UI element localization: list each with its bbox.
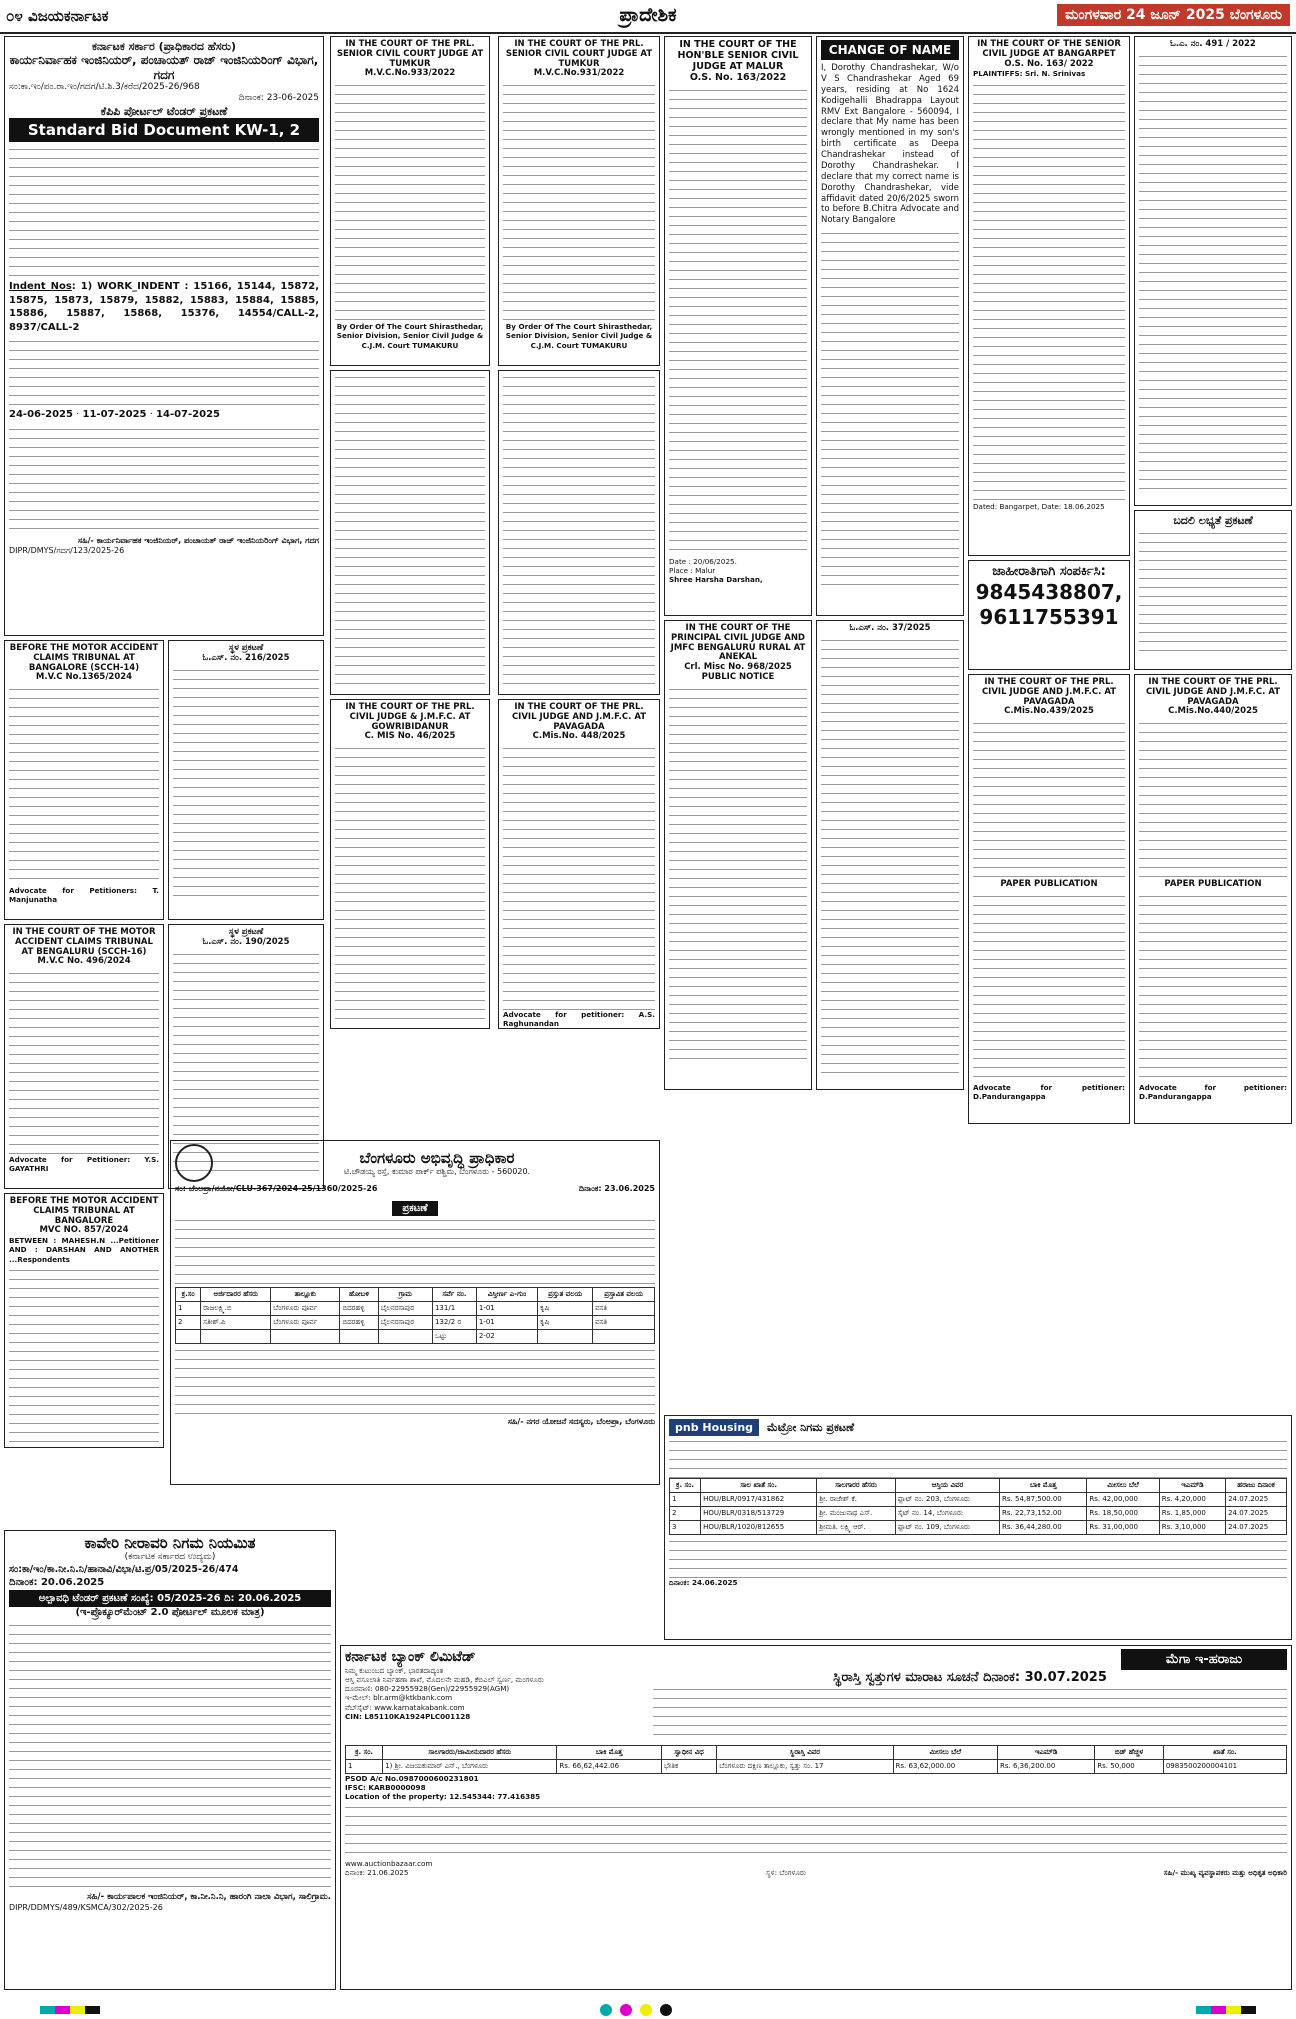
pavagada3-body [503, 745, 655, 1010]
cauvery-date: ದಿನಾಂಕ: 20.06.2025 [9, 1577, 105, 1589]
kn-notice-below-change [821, 230, 959, 590]
pnb-table-cell: ಶ್ರೀ. ರಾಜೇಶ್ ಕೆ. [817, 1493, 895, 1507]
kn3-body [1139, 53, 1287, 493]
bda-table-cell: ಬೈಲನರಸಾಪುರ [378, 1302, 432, 1316]
kn5-case-no: ಓ.ಎಸ್. ನಂ. 37/2025 [849, 623, 931, 633]
column-e [1134, 36, 1292, 1136]
karnataka-bank-notice [340, 1645, 1292, 1990]
tender-body-text-3 [9, 426, 319, 536]
indent-values: : 1) WORK_INDENT : 15166, 15144, 15872, 15875, 15873, 15879, 15882, 15883, 15884, 15885, 15886, 15887, 15868, 15376, 14554/CALL-2, 8937/CALL-2 [9, 281, 319, 333]
tender-notice [4, 36, 324, 636]
bda-table-header: ತಾಲ್ಲೂಕು [271, 1288, 340, 1302]
pnb-date: ದಿನಾಂಕ: 24.06.2025 [669, 1578, 738, 1587]
tender-doc-banner: Standard Bid Document KW-1, 2 [9, 118, 319, 142]
ktk-table-cell: 1) ಶ್ರೀ. ವಿಜಯಕುಮಾರ್ ಎನ್., ಬೆಂಗಳೂರು [383, 1759, 557, 1773]
ktk-table-header: ಮೀಸಲು ಬೆಲೆ [893, 1745, 997, 1759]
tender-dipr: DIPR/DMYS/ಗದಗ/123/2025-26 [9, 545, 125, 555]
pnb-table-cell: HOU/BLR/0917/431862 [701, 1493, 817, 1507]
tumkur2-body [503, 82, 655, 322]
section-title: ಪ್ರಾದೇಶಿಕ [619, 4, 677, 26]
cauvery-notice: ಅಲ್ಪಾವಧಿ ಟೆಂಡರ್ ಪ್ರಕಟಣೆ ಸಂಖ್ಯೆ: 05/2025-26 ದಿ: 20.06.2025 [9, 1590, 331, 1607]
bda-table-cell [176, 1330, 201, 1344]
classified-title: ಜಾಹೀರಾತಿಗಾಗಿ ಸಂಪರ್ಕಿಸಿ: [992, 564, 1106, 579]
bda-header [175, 1144, 655, 1182]
ktk-table-cell: ಬೆಂಗಳೂರು ದಕ್ಷಿಣ ತಾಲ್ಲೂಕು, ಸ್ವತ್ತು ಸಂ. 17 [717, 1759, 893, 1773]
table-row [670, 1507, 1287, 1521]
tender-ref: ಸಂ:ಕಾ.ಇಂ/ಪಂ.ರಾ.ಇಂ/ಗದಗ/ಟಿ.ಶಿ.3/ಕರೆದ/2025-26/968 [9, 81, 200, 92]
table-row [176, 1302, 655, 1316]
bda-table-cell: 131/1 [432, 1302, 476, 1316]
bda-table-cell: 132/2 ರ [432, 1316, 476, 1330]
change-of-name [816, 36, 964, 616]
tender-signature: ಸಹಿ/- ಕಾರ್ಯನಿರ್ವಾಹಕ ಇಂಜಿನಿಯರ್, ಪಂಚಾಯತ್ ರಾಜ್ ಇಂಜಿನಿಯರಿಂಗ್ ವಿಭಾಗ, ಗದಗ [77, 535, 319, 545]
bda-signature: ಸಹಿ/- ನಗರ ಯೋಜನೆ ಸದಸ್ಯರು, ಬೆಂಅಪ್ರಾ, ಬೆಂಗಳೂರು [507, 1417, 655, 1426]
bangarpet-case-no: O.S. No. 163/ 2022 [1004, 58, 1094, 69]
anekal-notice [664, 620, 812, 1090]
pnb-table-cell: Rs. 31,00,000 [1087, 1521, 1159, 1535]
kn3-case-no: ಓ.ಎ. ನಂ. 491 / 2022 [1170, 39, 1256, 49]
bangarpet-notice [968, 36, 1130, 556]
mact-notice-2 [4, 924, 164, 1189]
kn4-title: ಬದಲಿ ಲಭ್ಯತೆ ಪ್ರಕಟಣೆ [1173, 514, 1253, 527]
bda-ref-row [175, 1184, 655, 1194]
bda-table-header: ಪ್ರಸ್ತಾವಿತ ವಲಯ [593, 1288, 655, 1302]
bda-table-header: ವಿಸ್ತೀರ್ಣ ಎ-ಗುಂ [476, 1288, 537, 1302]
table-row [670, 1493, 1287, 1507]
pnb-header [669, 1419, 1287, 1436]
malur-case-no: O.S. No. 163/2022 [689, 71, 787, 83]
gowribidanur-body [335, 745, 485, 1025]
ktk-table-header: ಬಿಡ್ ಹೆಚ್ಚಳ [1095, 1745, 1164, 1759]
tumkur1-case-no: M.V.C.No.933/2022 [364, 68, 456, 79]
pavagada3-heading: IN THE COURT OF THE PRL. CIVIL JUDGE AND J.M.F.C. AT PAVAGADA [511, 702, 647, 732]
color-bar-left [40, 2006, 100, 2014]
bda-table-cell [593, 1330, 655, 1344]
cauvery-title: ಕಾವೇರಿ ನೀರಾವರಿ ನಿಗಮ ನಿಯಮಿತ [84, 1534, 256, 1552]
mact-notice-3 [4, 1193, 164, 1448]
ktk-branch-acct: PSOD A/c No.0987000600231801 [345, 1773, 479, 1783]
pnb-table-cell: Rs. 42,00,000 [1087, 1493, 1159, 1507]
bda-body [175, 1217, 655, 1287]
pnb-table-cell: 24.07.2025 [1226, 1521, 1287, 1535]
bangarpet-date: Dated: Bangarpet, Date: 18.06.2025 [973, 501, 1105, 511]
ktk-table-header: ಇಎಮ್‌ಡಿ [998, 1745, 1095, 1759]
bda-table-cell [340, 1330, 378, 1344]
mact3-heading: BEFORE THE MOTOR ACCIDENT CLAIMS TRIBUNAL AT BANGALORE [9, 1196, 159, 1226]
mact3-case-no: MVC NO. 857/2024 [39, 1225, 129, 1236]
mact1-case-no: M.V.C No.1365/2024 [35, 672, 133, 683]
ktk-table-header: ಖಾತೆ ಸಂ. [1163, 1745, 1286, 1759]
page-number-brand: ೦೪ ವಿಜಯಕರ್ನಾಟಕ [6, 7, 109, 25]
pnb-table-cell: Rs. 4,20,000 [1159, 1493, 1225, 1507]
reg-mark-magenta [620, 2004, 632, 2016]
bda-table-cell: ವಸತಿ [593, 1302, 655, 1316]
cauvery-tender [4, 1530, 336, 1990]
bda-table-header: ಹೋಬಳಿ [340, 1288, 378, 1302]
pavagada1-body-2 [973, 893, 1125, 1083]
bda-table-cell: 2 [176, 1316, 201, 1330]
pavagada3-case-no: C.Mis.No. 448/2025 [532, 731, 626, 742]
ktk-email[interactable]: ಇ-ಮೇಲ್: blr.arm@ktkbank.com [345, 1693, 453, 1703]
kn4-body [1139, 530, 1287, 655]
pnb-logo: pnb Housing [669, 1419, 759, 1436]
pnb-table-cell: HOU/BLR/1020/812655 [701, 1521, 817, 1535]
masthead [0, 0, 1296, 34]
bda-table-header: ಸರ್ವೆ ನಂ. [432, 1288, 476, 1302]
bda-emblem-icon [175, 1144, 213, 1182]
malur-heading: IN THE COURT OF THE HON'BLE SENIOR CIVIL JUDGE AT MALUR [677, 39, 799, 72]
bda-table-cell: 1-01 [476, 1316, 537, 1330]
pnb-table-header: ಇಎಮ್‌ಡಿ [1159, 1479, 1225, 1493]
tender-body-text-2 [9, 338, 319, 408]
ktk-terms [345, 1804, 1287, 1859]
ktk-table-header: ಸ್ಥಿರಾಸ್ತಿ ವಿವರ [717, 1745, 893, 1759]
tender-notice-title: ಕೆಪಿಪಿ ಪೋರ್ಟಲ್ ಟೆಂಡರ್ ಪ್ರಕಟಣೆ [100, 105, 228, 118]
pnb-table-cell: Rs. 3,10,000 [1159, 1521, 1225, 1535]
ktk-intro [653, 1686, 1287, 1741]
column-b [330, 36, 660, 1136]
bangarpet-plaintiff: PLAINTIFFS: Sri. N. Srinivas [973, 69, 1086, 79]
pnb-housing-notice [664, 1415, 1292, 1640]
pavagada1-case-no: C.Mis.No.439/2025 [1004, 706, 1094, 717]
pavagada3-advocate: Advocate for petitioner: A.S. Raghunandan [503, 1010, 655, 1029]
pavagada1-publication: PAPER PUBLICATION [1000, 879, 1098, 890]
anekal-body [669, 686, 807, 1066]
bda-table-cell [378, 1330, 432, 1344]
classified-contact [968, 560, 1130, 670]
ktk-table-cell: Rs. 50,000 [1095, 1759, 1164, 1773]
bangarpet-heading: IN THE COURT OF THE SENIOR CIVIL JUDGE AT BANGARPET [977, 39, 1121, 59]
reg-mark-yellow [640, 2004, 652, 2016]
change-of-name-text: I, Dorothy Chandrashekar, W/o V S Chandrashekar Aged 69 years, residing at No 1624 Kodigehalli Bhadrappa Layout RMV Ext Bangalore - 560094, I declare that My name has been wrongly mentioned in my son's birth certificate as Deepa Chandrashekar instead of Dorothy Chandrashekar. I declare that my correct name is Dorothy Chandrashekar, vide affidavit dated 20/6/2025 sworn to before B.Chitra Advocate and Notary Bangalore [821, 63, 959, 226]
bda-table-cell: ಕೃಷಿ [538, 1316, 593, 1330]
ktk-table-cell: 1 [346, 1759, 383, 1773]
kn-court2-body [503, 374, 655, 689]
bda-table-header: ಕ್ರ.ಸಂ [176, 1288, 201, 1302]
pavagada1-body [973, 720, 1125, 880]
gowribidanur-heading: IN THE COURT OF THE PRL. CIVIL JUDGE & J.M.F.C. AT GOWRIBIDANUR [345, 702, 475, 732]
column-c [664, 36, 964, 1136]
bda-address: ಟಿ.ಚೌಡಯ್ಯ ರಸ್ತೆ, ಕುಮಾರ ಪಾರ್ಕ್ ಪಶ್ಚಿಮ, ಬೆಂಗಳೂರು - 560020. [343, 1166, 531, 1176]
bda-date: ದಿನಾಂಕ: 23.06.2025 [578, 1184, 655, 1193]
ktk-name: ಕರ್ನಾಟಕ ಬ್ಯಾಂಕ್ ಲಿಮಿಟೆಡ್ [345, 1649, 476, 1665]
bangarpet-body [973, 82, 1125, 502]
kn-notice-1 [168, 640, 324, 920]
pnb-table-cell: Rs. 54,87,500.00 [1000, 1493, 1087, 1507]
ktk-signature: ಸಹಿ/- ಮುಖ್ಯ ವ್ಯವಸ್ಥಾಪಕರು ಮತ್ತು ಅಧಿಕೃತ ಅಧಿಕಾರಿ [1163, 1868, 1287, 1878]
tumkur1-body [335, 82, 485, 322]
bda-table-cell: ಬೈಲನರಸಾಪುರ [378, 1316, 432, 1330]
anekal-public-notice: PUBLIC NOTICE [701, 671, 775, 682]
bda-table-cell: 2-02 [476, 1330, 537, 1344]
bda-table-cell: ಬೆಂಗಳೂರು ಪೂರ್ವ [271, 1302, 340, 1316]
ktk-auction-url[interactable]: www.auctionbazaar.com [345, 1859, 433, 1869]
pavagada2-case-no: C.Mis.No.440/2025 [1168, 706, 1258, 717]
classified-phone-1[interactable]: 9845438807, [975, 579, 1123, 604]
mact2-heading: IN THE COURT OF THE MOTOR ACCIDENT CLAIMS TRIBUNAL AT BENGALURU (SCCH-16) [12, 927, 156, 957]
bda-body-2 [175, 1347, 655, 1417]
ktk-place: ಸ್ಥಳ: ಬೆಂಗಳೂರು [766, 1868, 807, 1878]
classified-phone-2[interactable]: 9611755391 [979, 604, 1119, 629]
kn-notice-5 [816, 620, 964, 1090]
tender-dept: ಕರ್ನಾಟಕ ಸರ್ಕಾರ (ಪ್ರಾಧಿಕಾರದ ಹೆಸರು) [91, 40, 237, 53]
column-d [968, 36, 1130, 1136]
kn2-title: ಸ್ಥಳ ಪ್ರಕಟಣೆ [228, 927, 264, 937]
bda-table-cell: ರಾಜಲಕ್ಷ್ಮಿ.ಬಿ [201, 1302, 271, 1316]
mact2-case-no: M.V.C No. 496/2024 [37, 956, 131, 967]
ktk-table-cell: Rs. 66,62,442.06 [557, 1759, 661, 1773]
pavagada2-body-2 [1139, 893, 1287, 1083]
reg-mark-black [660, 2004, 672, 2016]
tumkur1-heading: IN THE COURT OF THE PRL. SENIOR CIVIL COURT JUDGE AT TUMKUR [336, 39, 484, 69]
pnb-table-header: ಬಾಕಿ ಮೊತ್ತ [1000, 1479, 1087, 1493]
pavagada1-heading: IN THE COURT OF THE PRL. CIVIL JUDGE AND J.M.F.C. AT PAVAGADA [981, 677, 1117, 707]
ktk-office: ಆಸ್ತಿ ವಸೂಲಾತಿ ನಿರ್ವಹಣಾ ಶಾಖೆ, ಮೊದಲನೇ ಮಹಡಿ, ಕೆಬಿಎಲ್ ಸ್ವರ್ಣ, ಮಂಗಳೂರು [345, 1675, 544, 1685]
tender-body-text [9, 146, 319, 276]
cauvery-dipr: DIPR/DDMYS/489/KSMCA/302/2025-26 [9, 1902, 163, 1912]
tender-date-3: 14-07-2025 [156, 409, 220, 421]
pnb-table-cell: Rs. 36,44,280.00 [1000, 1521, 1087, 1535]
bda-table-cell [271, 1330, 340, 1344]
pnb-table-cell: HOU/BLR/0318/513729 [701, 1507, 817, 1521]
bda-notice [170, 1140, 660, 1485]
ktk-header [345, 1649, 1287, 1741]
pnb-table-cell: 24.07.2025 [1226, 1493, 1287, 1507]
change-of-name-title: CHANGE OF NAME [821, 40, 959, 60]
cauvery-body [9, 1622, 331, 1892]
bda-ref: ಸಂ: ಬೆಂಅಪ್ರಾ/ನಯೋ/CLU-367/2024-25/1360/2025-26 [175, 1184, 378, 1193]
bda-table-cell: ಕೃಷಿ [538, 1302, 593, 1316]
table-row [670, 1521, 1287, 1535]
tender-dates: 24-06-2025 · 11-07-2025 · 14-07-2025 [9, 409, 220, 421]
pavagada2-body [1139, 720, 1287, 880]
mact1-heading: BEFORE THE MOTOR ACCIDENT CLAIMS TRIBUNAL AT BANGALORE (SCCH-14) [9, 643, 159, 673]
mact-notice-1 [4, 640, 164, 920]
pnb-table-header: ಸಾಲಗಾರರ ಹೆಸರು [817, 1479, 895, 1493]
ktk-table-cell: Rs. 63,62,000.00 [893, 1759, 997, 1773]
kn-court1-body [335, 374, 485, 689]
pnb-table-header: ಕ್ರ. ಸಂ. [670, 1479, 701, 1493]
mact1-advocate: Advocate for Petitioners: T. Manjunatha [9, 886, 159, 905]
pnb-table-cell: ಶ್ರೀ. ಮಂಜುನಾಥ ಎಸ್. [817, 1507, 895, 1521]
tumkur2-heading: IN THE COURT OF THE PRL. SENIOR CIVIL COURT JUDGE AT TUMKUR [505, 39, 653, 69]
malur-place: Place : Malur [669, 565, 716, 575]
bda-table-cell: ಬಿದರಹಳ್ಳಿ [340, 1316, 378, 1330]
tender-date-1: 24-06-2025 [9, 409, 73, 421]
pavagada2-advocate: Advocate for petitioner: D.Pandurangappa [1139, 1082, 1287, 1102]
pnb-table [669, 1478, 1287, 1535]
pnb-footer-text [669, 1538, 1287, 1578]
bda-table-cell: ಒಟ್ಟು [432, 1330, 476, 1344]
ktk-footer [345, 1868, 1287, 1877]
anekal-case-no: Crl. Misc No. 968/2025 [684, 662, 792, 673]
bda-table-cell: 1 [176, 1302, 201, 1316]
ktk-table-header: ಸಾಲಗಾರರು/ಜಾಮೀನುದಾರರ ಹೆಸರು [383, 1745, 557, 1759]
ktk-table-header: ಸ್ವಾಧೀನ ವಿಧ [661, 1745, 716, 1759]
malur-advocate: Shree Harsha Darshan, [669, 575, 763, 585]
pnb-table-header: ಮೀಸಲು ಬೆಲೆ [1087, 1479, 1159, 1493]
ktk-web[interactable]: ವೆಬ್‌ಸೈಟ್: www.karnatakabank.com [345, 1702, 465, 1712]
kn1-case-no: ಓ.ಎಸ್. ನಂ. 216/2025 [202, 652, 290, 663]
pnb-table-header: ಸಾಲ ಖಾತೆ ಸಂ. [701, 1479, 817, 1493]
tumkur2-signature: By Order Of The Court Shirasthedar, Senior Division, Senior Civil Judge & C.J.M. Court TUMAKURU [505, 322, 653, 350]
pavagada2-publication: PAPER PUBLICATION [1164, 879, 1262, 890]
gowribidanur-case-no: C. MIS No. 46/2025 [364, 731, 456, 742]
bda-table-cell: ಬಿದರಹಳ್ಳಿ [340, 1302, 378, 1316]
pavagada-notice-3 [498, 699, 660, 1029]
pnb-table-cell: 2 [670, 1507, 701, 1521]
pnb-tagline: ಮೆಟ್ರೋ ನಿಗಮ ಪ್ರಕಟಣೆ [767, 1420, 855, 1434]
table-row [346, 1759, 1287, 1773]
bda-table [175, 1287, 655, 1344]
pnb-table-header: ಹರಾಜು ದಿನಾಂಕ [1226, 1479, 1287, 1493]
pnb-table-cell: 1 [670, 1493, 701, 1507]
ktk-table-header: ಕ್ರ. ಸಂ. [346, 1745, 383, 1759]
bda-table-cell: ಬೆಂಗಳೂರು ಪೂರ್ವ [271, 1316, 340, 1330]
bda-notice-label: ಪ್ರಕಟಣೆ [392, 1201, 437, 1216]
ktk-mega-auction: ಮೆಗಾ ಇ-ಹರಾಜು [1121, 1649, 1287, 1670]
bda-title: ಬೆಂಗಳೂರು ಅಭಿವೃದ್ಧಿ ಪ್ರಾಧಿಕಾರ [359, 1148, 515, 1167]
tender-indent [9, 280, 319, 334]
pnb-table-cell: ಸೈಟ್ ನಂ. 14, ಬೆಂಗಳೂರು [895, 1507, 999, 1521]
pnb-table-cell: ಫ್ಲಾಟ್ ನಂ. 109, ಬೆಂಗಳೂರು [895, 1521, 999, 1535]
kn2-body [173, 951, 319, 1171]
ktk-tag: ನಿಮ್ಮ ಕುಟುಂಬದ ಬ್ಯಾಂಕ್, ಭಾರತದಾದ್ಯಂತ [345, 1665, 444, 1675]
pnb-table-cell: Rs. 18,50,000 [1087, 1507, 1159, 1521]
ktk-table-cell: 0983500200004101 [1163, 1759, 1286, 1773]
ktk-table [345, 1745, 1287, 1774]
ktk-location: Location of the property: 12.545344: 77.416385 [345, 1792, 541, 1802]
mact2-body [9, 970, 159, 1155]
ktk-cin: CIN: L85110KA1924PLC001128 [345, 1711, 471, 1721]
ktk-date: ದಿನಾಂಕ: 21.06.2025 [345, 1868, 409, 1878]
pnb-table-header: ಆಸ್ತಿಯ ವಿವರ [895, 1479, 999, 1493]
kn-notice-3 [1134, 36, 1292, 506]
tumkur2-case-no: M.V.C.No.931/2022 [533, 68, 625, 79]
mact2-advocate: Advocate for Petitioner: Y.S. GAYATHRI [9, 1155, 159, 1174]
bda-table-cell: ವಸತಿ [593, 1316, 655, 1330]
pavagada-notice-2 [1134, 674, 1292, 1124]
bda-table-cell: 1-01 [476, 1302, 537, 1316]
bda-table-header: ಅರ್ಜಿದಾರರ ಹೆಸರು [201, 1288, 271, 1302]
kn1-body [173, 667, 319, 902]
ktk-auction-title: ಸ್ಥಿರಾಸ್ತಿ ಸ್ವತ್ತುಗಳ ಮಾರಾಟ ಸೂಚನೆ ದಿನಾಂಕ: 30.07.2025 [833, 1670, 1107, 1685]
kn1-title: ಸ್ಥಳ ಪ್ರಕಟಣೆ [228, 643, 264, 653]
reg-mark-cyan [600, 2004, 612, 2016]
color-bar-right [1196, 2006, 1256, 2014]
pavagada2-heading: IN THE COURT OF THE PRL. CIVIL JUDGE AND J.M.F.C. AT PAVAGADA [1145, 677, 1281, 707]
table-row [176, 1316, 655, 1330]
ktk-contact [345, 1649, 645, 1741]
mact1-body [9, 686, 159, 886]
ktk-phone: ದೂರವಾಣಿ: 080-22955928(Gen)/22955929(AGM) [345, 1684, 510, 1694]
cauvery-sub2: (ಇ-ಪ್ರೊಕ್ಯೂರ್‌ಮೆಂಟ್ 2.0 ಪೋರ್ಟಲ್ ಮೂಲಕ ಮಾತ್ರ) [75, 1606, 265, 1618]
tender-date: ದಿನಾಂಕ: 23-06-2025 [238, 93, 319, 104]
kn-notice-4 [1134, 510, 1292, 670]
malur-body [669, 87, 807, 557]
mact3-body [9, 1267, 159, 1442]
pnb-table-cell: Rs. 22,73,152.00 [1000, 1507, 1087, 1521]
ktk-table-cell: ಭೌತಿಕ [661, 1759, 716, 1773]
malur-date: Date : 20/06/2025. [669, 556, 737, 566]
cauvery-signature: ಸಹಿ/- ಕಾರ್ಯಪಾಲಕ ಇಂಜಿನಿಯರ್, ಕಾ.ನೀ.ನಿ.ನಿ, ಹಾರಂಗಿ ನಾಲಾ ವಿಭಾಗ, ಸಾಲಿಗ್ರಾಮ. [87, 1891, 331, 1902]
gowribidanur-notice [330, 699, 490, 1029]
tender-date-2: 11-07-2025 [82, 409, 147, 421]
bda-notice-wrap [175, 1196, 655, 1215]
ktk-table-header: ಬಾಕಿ ಮೊತ್ತ [557, 1745, 661, 1759]
tender-office: ಕಾರ್ಯನಿರ್ವಾಹಕ ಇಂಜಿನಿಯರ್, ಪಂಚಾಯತ್ ರಾಜ್ ಇಂಜಿನಿಯರಿಂಗ್ ವಿಭಾಗ, ಗದಗ [9, 53, 319, 82]
pnb-intro [669, 1438, 1287, 1478]
kn2-case-no: ಓ.ಎಸ್. ನಂ. 190/2025 [202, 936, 290, 947]
cauvery-ref: ಸಂ:ಕಾ/ಇಂ/ಕಾ.ನೀ.ನಿ.ನಿ/ಹಾನಾವಿ/ವಿಭಾ/ಟಿ.ಪ್ರ/05/2025-26/474 [9, 1563, 239, 1575]
ktk-table-cell: Rs. 6,36,200.00 [998, 1759, 1095, 1773]
tumkur1-signature: By Order Of The Court Shirasthedar, Senior Division, Senior Civil Judge & C.J.M. Court TUMAKURU [336, 322, 484, 350]
ktk-auction-head [653, 1649, 1287, 1741]
malur-notice [664, 36, 812, 616]
bda-table-cell [538, 1330, 593, 1344]
bda-table-cell [201, 1330, 271, 1344]
kn-notice-court-1 [330, 370, 490, 695]
pnb-table-cell: Rs. 1,85,000 [1159, 1507, 1225, 1521]
bda-table-cell: ಸತೀಶ್.ಪಿ [201, 1316, 271, 1330]
bda-table-header: ಪ್ರಸ್ತುತ ವಲಯ [538, 1288, 593, 1302]
kn-notice-court-2 [498, 370, 660, 695]
pnb-table-cell: ಶ್ರೀಮತಿ. ಲಕ್ಷ್ಮಿ ಆರ್. [817, 1521, 895, 1535]
bda-table-header: ಗ್ರಾಮ [378, 1288, 432, 1302]
tumkur-notice-2 [498, 36, 660, 366]
anekal-heading: IN THE COURT OF THE PRINCIPAL CIVIL JUDGE AND JMFC BENGALURU RURAL AT ANEKAL [670, 623, 806, 663]
table-row [176, 1330, 655, 1344]
kn5-body [821, 637, 959, 1077]
mact3-parties: BETWEEN : MAHESH.N ...Petitioner AND : DARSHAN AND ANOTHER ...Respondents [9, 1236, 159, 1264]
ktk-ifsc: IFSC: KARB0000098 [345, 1782, 426, 1792]
date-location: ಮಂಗಳವಾರ 24 ಜೂನ್ 2025 ಬೆಂಗಳೂರು [1057, 4, 1290, 26]
pavagada-notice-1 [968, 674, 1130, 1124]
pnb-table-cell: ಫ್ಲಾಟ್ ನಂ. 203, ಬೆಂಗಳೂರು [895, 1493, 999, 1507]
pnb-table-cell: 24.07.2025 [1226, 1507, 1287, 1521]
pavagada1-advocate: Advocate for petitioner: D.Pandurangappa [973, 1082, 1125, 1102]
indent-label: Indent Nos [9, 281, 72, 293]
cauvery-sub: (ಕರ್ನಾಟಕ ಸರ್ಕಾರದ ಉದ್ಯಮ) [124, 1552, 216, 1562]
tumkur-notice-1 [330, 36, 490, 366]
pnb-table-cell: 3 [670, 1521, 701, 1535]
